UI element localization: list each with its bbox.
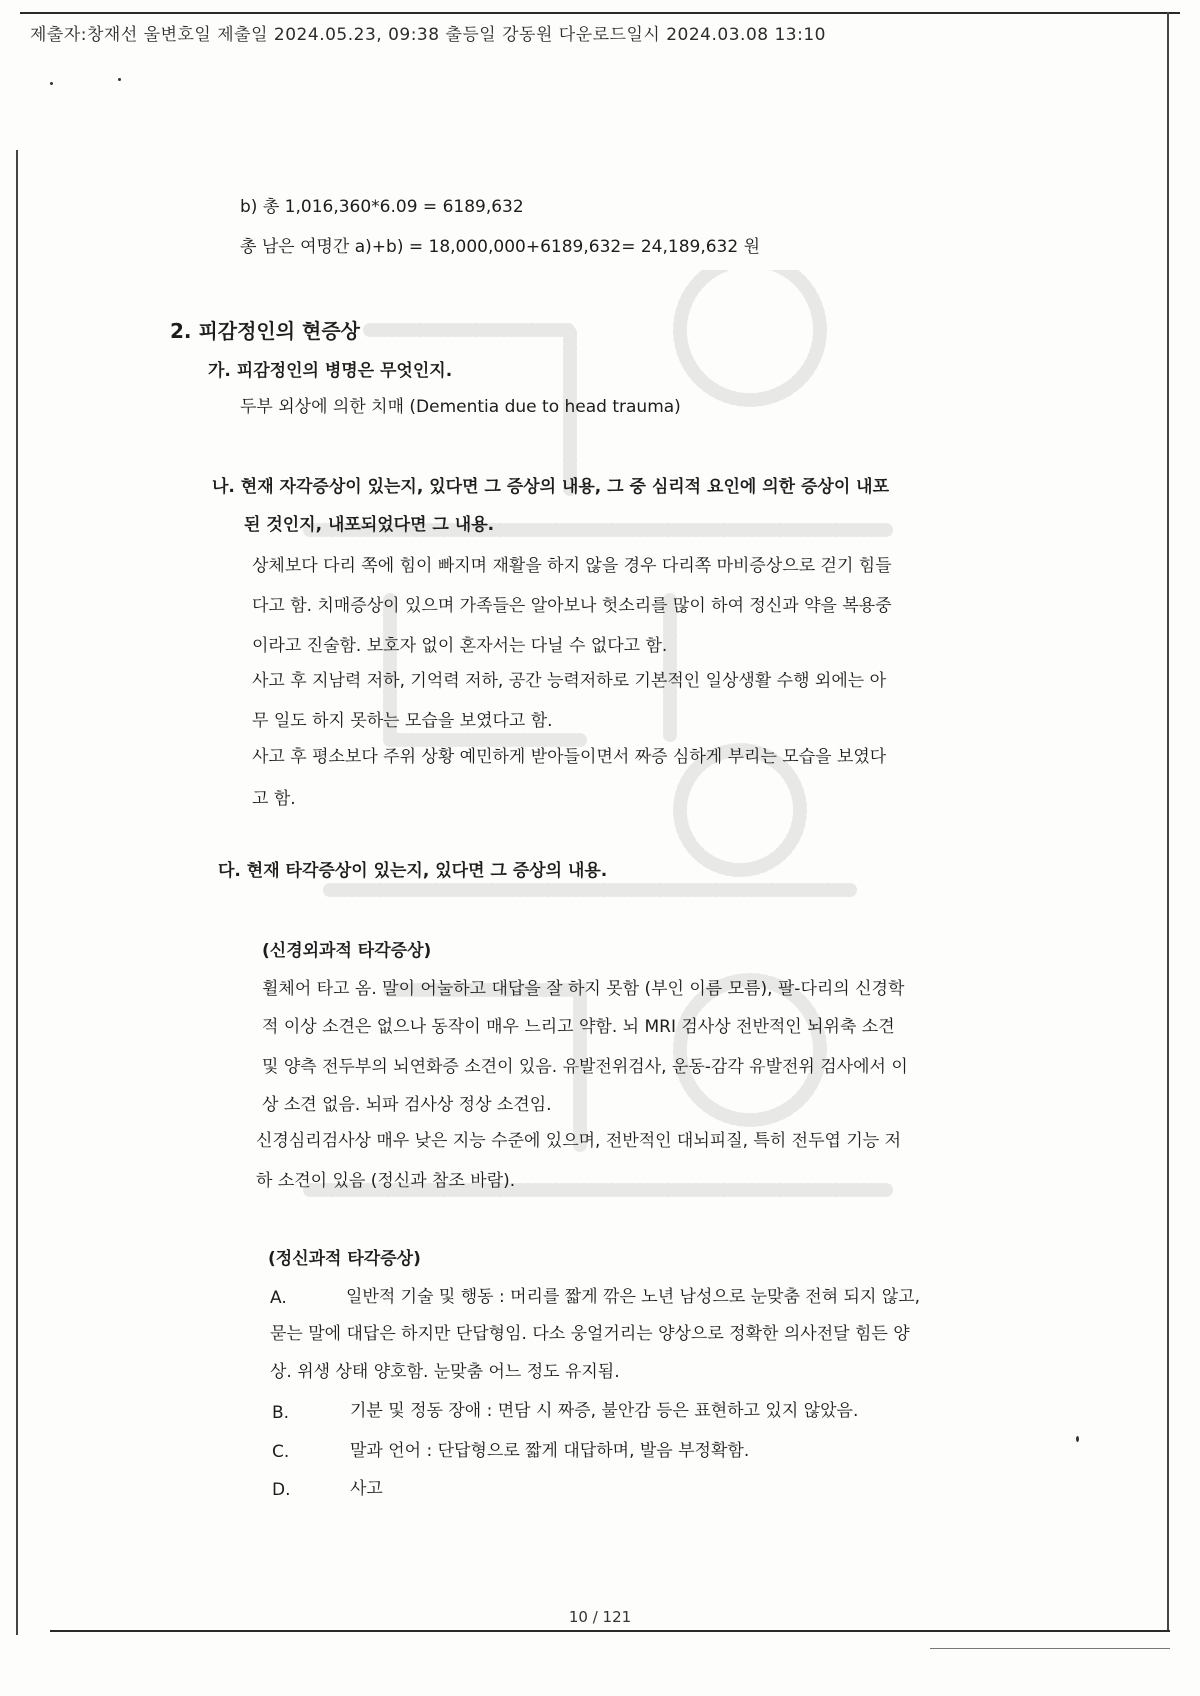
bottom-border-secondary	[930, 1648, 1170, 1649]
psych-item-line: 사고	[350, 1479, 383, 1499]
psych-item-letter: A.	[270, 1288, 287, 1308]
neurosurgery-finding-line: 휠체어 타고 옴. 말이 어눌하고 대답을 잘 하지 못함 (부인 이름 모름), 팔-다리의 신경학	[262, 979, 905, 999]
subsection-na-heading-cont: 된 것인지, 내포되었다면 그 내용.	[244, 515, 495, 535]
psych-item-letter: D.	[272, 1480, 291, 1500]
neurosurgery-finding-line: 및 양측 전두부의 뇌연화증 소견이 있음. 유발전위검사, 운동-감각 유발전위 검사에서 이	[262, 1057, 908, 1077]
scan-speck	[118, 78, 121, 81]
subsection-ga-heading: 가. 피감정인의 병명은 무엇인지.	[208, 361, 453, 381]
bottom-border	[50, 1630, 1170, 1632]
psych-item-line: 말과 언어 : 단답형으로 짧게 대답하며, 발음 부정확함.	[350, 1441, 750, 1461]
left-border	[16, 150, 18, 1635]
right-border	[1167, 12, 1169, 1632]
subjective-symptom-line: 이라고 진술함. 보호자 없이 혼자서는 다닐 수 없다고 함.	[252, 636, 668, 656]
subjective-symptom-line: 고 함.	[252, 789, 296, 809]
psych-item-letter: B.	[272, 1403, 290, 1423]
psych-item-line: 일반적 기술 및 행동 : 머리를 짧게 깎은 노년 남성으로 눈맞춤 전혀 되지 않고,	[346, 1287, 921, 1307]
submission-header: 제출자:창재선 울변호일 제출일 2024.05.23, 09:38 출등일 강동원 다운로드일시 2024.03.08 13:10	[30, 25, 826, 45]
subjective-symptom-line: 다고 함. 치매증상이 있으며 가족들은 알아보나 헛소리를 많이 하여 정신과 약을 복용중	[252, 596, 892, 616]
page-number: 10 / 121	[568, 1608, 632, 1626]
subjective-symptom-line: 상체보다 다리 쪽에 힘이 빠지며 재활을 하지 않을 경우 다리쪽 마비증상으로 걷기 힘들	[252, 556, 892, 576]
subsection-na-heading: 나. 현재 자각증상이 있는지, 있다면 그 증상의 내용, 그 중 심리적 요인에 의한 증상이 내포	[212, 477, 890, 497]
psych-item-line: 묻는 말에 대답은 하지만 단답형임. 다소 웅얼거리는 양상으로 정확한 의사전달 힘든 양	[270, 1324, 910, 1344]
subjective-symptom-line: 무 일도 하지 못하는 모습을 보였다고 함.	[252, 711, 553, 731]
psych-item-line: 기분 및 정동 장애 : 면담 시 짜증, 불안감 등은 표현하고 있지 않았음.	[350, 1401, 859, 1421]
subjective-symptom-line: 사고 후 평소보다 주위 상황 예민하게 받아들이면서 짜증 심하게 부리는 모습을 보였다	[252, 747, 887, 767]
section-title: 2. 피감정인의 현증상	[170, 319, 360, 343]
neurosurgery-heading: (신경외과적 타각증상)	[262, 941, 432, 961]
neurosurgery-finding-line: 적 이상 소견은 없으나 동작이 매우 느리고 약함. 뇌 MRI 검사상 전반적인 뇌위축 소견	[262, 1017, 895, 1037]
diagnosis-text: 두부 외상에 의한 치매 (Dementia due to head trauma)	[240, 397, 681, 417]
calc-line-b: b) 총 1,016,360*6.09 = 6189,632	[240, 197, 524, 217]
psychiatry-heading: (정신과적 타각증상)	[268, 1249, 421, 1269]
psych-item-line: 상. 위생 상태 양호함. 눈맞춤 어느 정도 유지됨.	[270, 1362, 620, 1382]
subsection-da-heading: 다. 현재 타각증상이 있는지, 있다면 그 증상의 내용.	[218, 861, 608, 881]
calc-line-total: 총 남은 여명간 a)+b) = 18,000,000+6189,632= 24,189,632 원	[240, 237, 761, 257]
scan-speck	[50, 82, 53, 85]
neurosurgery-finding-line: 하 소견이 있음 (정신과 참조 바람).	[256, 1171, 516, 1191]
scan-speck	[1076, 1436, 1079, 1442]
neurosurgery-finding-line: 상 소견 없음. 뇌파 검사상 정상 소견임.	[262, 1095, 552, 1115]
neurosurgery-finding-line: 신경심리검사상 매우 낮은 지능 수준에 있으며, 전반적인 대뇌피질, 특히 전두엽 기능 저	[256, 1131, 902, 1151]
top-border	[20, 12, 1180, 14]
psych-item-letter: C.	[272, 1442, 290, 1462]
subjective-symptom-line: 사고 후 지남력 저하, 기억력 저하, 공간 능력저하로 기본적인 일상생활 수행 외에는 아	[252, 671, 887, 691]
